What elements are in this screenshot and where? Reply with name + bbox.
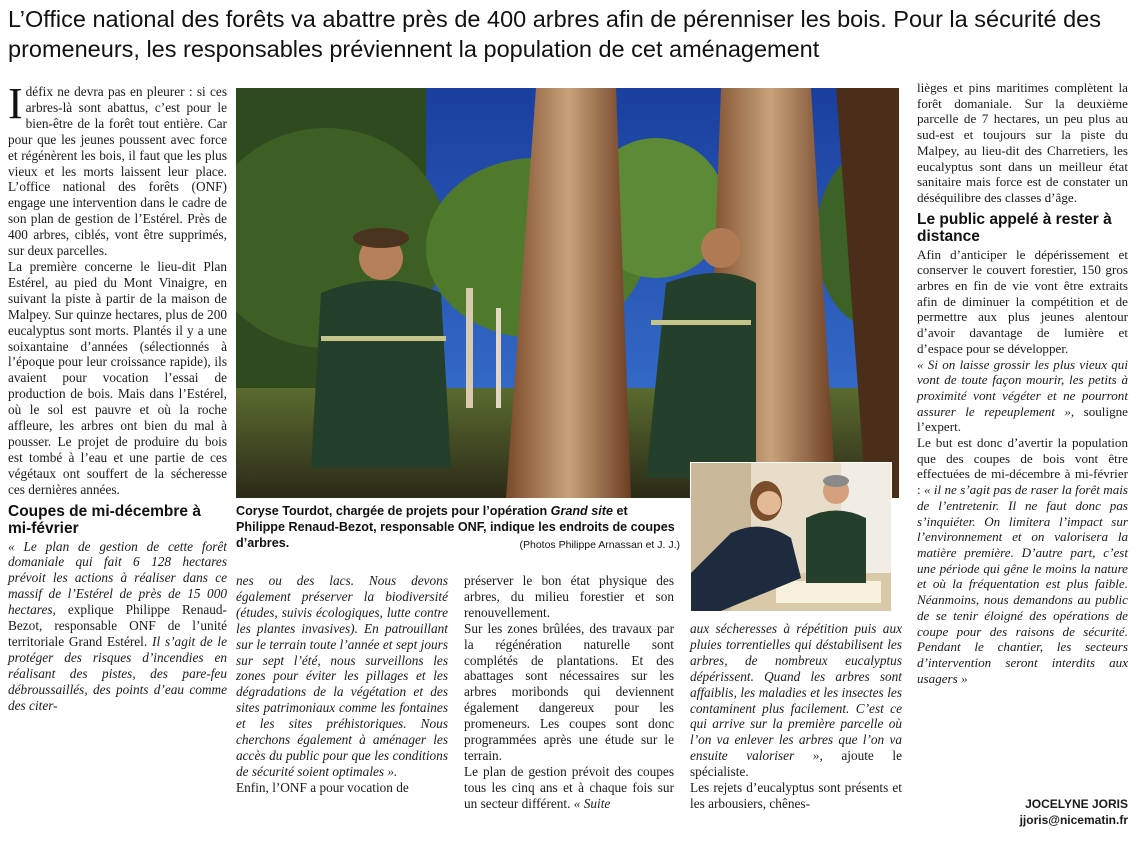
paragraph: préserver le bon état physique des arbres, du milieu forestier et son renouvellement. [464, 573, 674, 620]
inset-photo [690, 462, 892, 612]
paragraph: La première concerne le lieu-dit Plan Estérel, au pied du Mont Vinaigre, en suivant la piste à partir de la maison de Malpey. Sur quinze hectares, plus de 200 eucalyptus sont morts. Plantés il y a une soixantaine d’années (sélectionnés à l’époque pour leur croissance rapide), ils avaient pour vocation l’essai de production de bois. Mais dans l’Estérel, où le sol est pauvre et où la roche affleure, les arbres ont bien du mal à pousser. Le projet de produire du bois est tombé à l’eau et une partie de ces végétaux ont souffert de la sécheresse ces dernières années. [8, 258, 227, 497]
drop-cap: I [8, 79, 23, 128]
column-3 [464, 573, 674, 812]
paragraph-quote: nes ou des lacs. Nous devons également préserver la biodiversité (études, suivis écologiques, lutte contre les plantes invasives). En patrouillant sur le terrain toute l’année et sept jours sur sept l’été, nous surveillons les zones pour éviter les pillages et les dégradations de la végétation et des sites patrimoniaux comme les fontaines et les sites préhistoriques. Nous cherchons également à aménager les accès du public pour que les conditions de sécurité soient optimales ». [236, 573, 448, 779]
column-2 [236, 573, 448, 796]
author-email[interactable]: jjoris@nicematin.fr [1019, 813, 1128, 827]
subheading: Le public appelé à rester à distance [917, 210, 1112, 245]
paragraph: Enfin, l’ONF a pour vocation de [236, 779, 409, 795]
byline [917, 796, 1128, 828]
paragraph: Sur les zones brûlées, des travaux par la régénération naturelle sont complétés de plantations. Et des abattages sont nécessaires sur les arbres moribonds qui deviennent également dangereux pour les promeneurs. Les coupes sont donc programmées après une étude sur le terrain. [464, 620, 674, 763]
main-photo [236, 88, 899, 498]
column-5 [917, 80, 1128, 686]
headline: L’Office national des forêts va abattre près de 400 arbres afin de pérenniser les bois. Pour la sécurité des promeneurs, les responsables préviennent la population de cet aménagement [8, 6, 1101, 62]
paragraph: Le plan de gestion prévoit des coupes tous les cinq ans et à chaque fois sur un secteur différent. « Suite [464, 763, 674, 811]
paragraph-quote: Le but est donc d’avertir la population que des coupes de bois vont être effectuées de mi-décembre à mi-février : « il ne s’agit pas de raser la forêt mais de l’entretenir. Il ne faut donc pas s’inquiéter. On limitera l’impact sur l’environnement et on valorisera la matière première. D’autre part, c’est une période qui gêne le moins la nature et où la fréquentation est plus faible. Néanmoins, nous demandons au public de se tenir éloigné des opérations de coupe pour des raisons de sécurité. Pendant le chantier, les secteurs d’intervention seront interdits aux usagers » [917, 435, 1128, 686]
photo-credit: (Photos Philippe Arnassan et J. J.) [519, 539, 680, 551]
paragraph-quote: « Si on laisse grossir les plus vieux qui vont de toute façon mourir, les petits à proximité vont végéter et ne pourront assurer le repeuplement », souligne l’expert. [917, 356, 1128, 435]
author-name: JOCELYNE JORIS [1025, 797, 1128, 811]
office-illustration [691, 463, 891, 611]
paragraph-intro: Idéfix ne devra pas en pleurer : si ces arbres-là sont abattus, c’est pour le bien-être de la forêt tout entière. Car pour que les jeunes poussent avec force et régénèrent les bois, il faut que les plus vieux et les morts laissent leur place. L’office national des forêts (ONF) engage une intervention dans le cadre de son plan de gestion de l’Estérel. Près de 400 arbres, ciblés, vont être supprimés, sur deux parcelles. [8, 79, 227, 259]
paragraph: lièges et pins maritimes complètent la forêt domaniale. Sur la deuxième parcelle de 7 hectares, un peu plus au sud-est et toujours sur la piste du Malpey, au lieu-dit des Charretiers, les eucalyptus sont dans un meilleur état sanitaire mais force est de constater un déséquilibre des classes d’âge. [917, 80, 1128, 205]
photo-caption: Coryse Tourdot, chargée de projets pour l’opération Grand site et Philippe Renaud-Bezot, responsable ONF, indique les endroits de coupes d’arbres. (Photos Philippe Arnassan et J. J.) [236, 504, 680, 551]
paragraph-quote: aux sécheresses à répétition puis aux pluies torrentielles qui déstabilisent les arbres, de nombreux eucalyptus dépérissent. Quand les arbres sont affaiblis, les maladies et les insectes les contaminent plus facilement. C’est ce qui arrive sur la première parcelle où l’on va enlever les arbres que l’on va ensuite valoriser », ajoute le spécialiste. [690, 621, 902, 780]
forest-illustration [236, 88, 899, 498]
paragraph: Les rejets d’eucalyptus sont présents et les arbousiers, chênes- [690, 780, 902, 811]
column-1 [8, 79, 227, 714]
paragraph: Afin d’anticiper le dépérissement et conserver le couvert forestier, 150 gros arbres en fin de vie vont être extraits afin de diminuer la compétition et de permettre aux plus jeunes alentour d’avoir davantage de lumière et d’espace pour se développer. [917, 246, 1128, 356]
column-4 [690, 621, 902, 812]
subheading: Coupes de mi-décembre à mi-février [8, 502, 201, 537]
paragraph-quote: « Le plan de gestion de cette forêt domaniale qui fait 6 128 hectares prévoit les actions à réaliser dans ce massif de l’Estérel de près de 15 000 hectares, explique Philippe Renaud-Bezot, responsable ONF de l’unité territoriale Grand Estérel. Il s’agit de le protéger des risques d’incendies en réalisant des pistes, des pare-feu débroussaillés, des points d’eau comme des citer- [8, 538, 227, 713]
